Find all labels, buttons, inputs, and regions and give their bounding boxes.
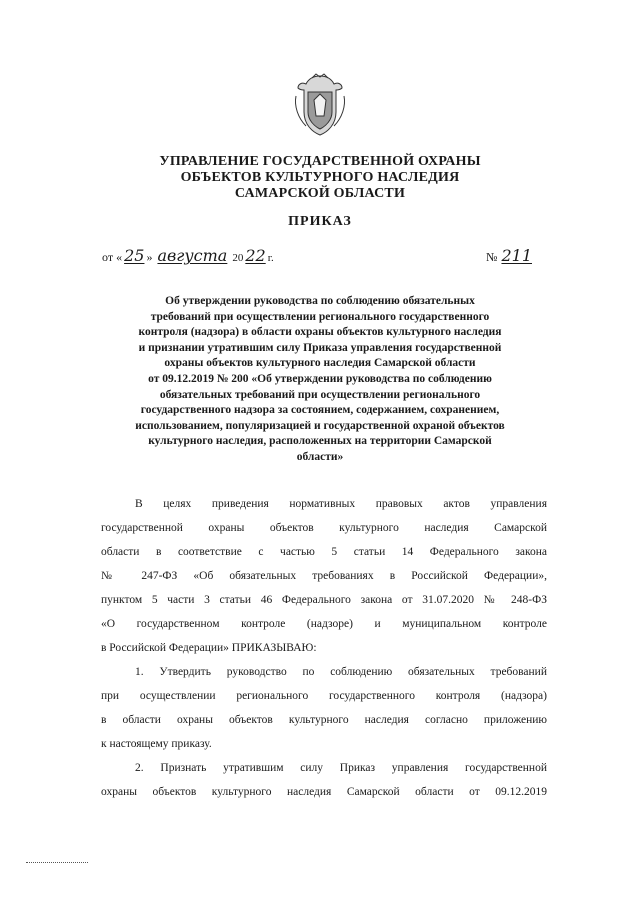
- title-line: и признании утратившим силу Приказа управления государственной: [138, 341, 502, 354]
- title-line: требований при осуществлении регионального государственного: [150, 310, 490, 323]
- date-suffix: г.: [267, 252, 274, 264]
- coat-of-arms-icon: [290, 72, 350, 138]
- title-line: государственного надзора за состоянием, содержанием, сохранением,: [140, 404, 500, 417]
- title-line: Об утверждении руководства по соблюдению обязательных: [165, 295, 475, 307]
- date-month: августа: [157, 246, 228, 265]
- order-item-2: [101, 756, 547, 804]
- number-prefix: №: [486, 250, 498, 264]
- agency-line: УПРАВЛЕНИЕ ГОСУДАРСТВЕННОЙ ОХРАНЫ: [159, 154, 481, 169]
- number-value: 211: [501, 246, 532, 265]
- title-line: использованием, популяризацией и государственной охраной объектов: [135, 419, 505, 432]
- title-line: обязательных требований при осуществлении регионального: [159, 388, 481, 401]
- title-line: охраны объектов культурного наследия Самарской области: [164, 357, 476, 370]
- date-prefix: от «: [102, 250, 123, 264]
- document-type: ПРИКАЗ: [288, 214, 352, 229]
- date-day: 25: [124, 246, 145, 265]
- body-line: охраны объектов культурного наследия Самарской области от 09.12.2019: [101, 786, 547, 798]
- body-line: области в соответствие с частью 5 статьи 14 Федерального закона: [101, 546, 547, 558]
- body-line: при осуществлении регионального государственного контроля (надзора): [101, 690, 547, 702]
- body-line: 2. Признать утратившим силу Приказ управления государственной: [135, 762, 547, 774]
- order-item-1: [101, 660, 547, 756]
- agency-line: ОБЪЕКТОВ КУЛЬТУРНОГО НАСЛЕДИЯ: [180, 170, 460, 185]
- title-line: культурного наследия, расположенных на территории Самарской: [148, 435, 492, 448]
- body-line: в области охраны объектов культурного наследия согласно приложению: [101, 714, 547, 726]
- body-line: № 247-ФЗ «Об обязательных требованиях в Российской Федерации»,: [101, 570, 547, 582]
- date-year-suffix: 22: [245, 246, 266, 265]
- preamble-paragraph: [101, 492, 547, 660]
- agency-line: САМАРСКОЙ ОБЛАСТИ: [234, 186, 406, 201]
- body-line: «О государственном контроле (надзоре) и муниципальном контроле: [101, 618, 547, 630]
- body-line: В целях приведения нормативных правовых актов управления: [135, 498, 547, 510]
- body-line: 1. Утвердить руководство по соблюдению обязательных требований: [135, 666, 547, 678]
- title-line: от 09.12.2019 № 200 «Об утверждении руководства по соблюдению: [148, 372, 492, 385]
- document-title: [108, 294, 532, 466]
- body-line: государственной охраны объектов культурного наследия Самарской: [101, 522, 547, 534]
- title-line: области»: [296, 450, 344, 463]
- agency-name: [90, 154, 550, 202]
- date-mid: »: [146, 250, 153, 264]
- footer-divider: [26, 862, 88, 863]
- body-line: в Российской Федерации» ПРИКАЗЫВАЮ:: [101, 642, 317, 654]
- body-line: к настоящему приказу.: [101, 738, 212, 750]
- document-date: [102, 246, 274, 265]
- date-year-prefix: 20: [232, 252, 244, 264]
- document-number: [486, 246, 536, 265]
- title-line: контроля (надзора) в области охраны объектов культурного наследия: [138, 326, 502, 339]
- body-line: пунктом 5 части 3 статьи 46 Федерального закона от 31.07.2020 № 248-ФЗ: [101, 594, 547, 606]
